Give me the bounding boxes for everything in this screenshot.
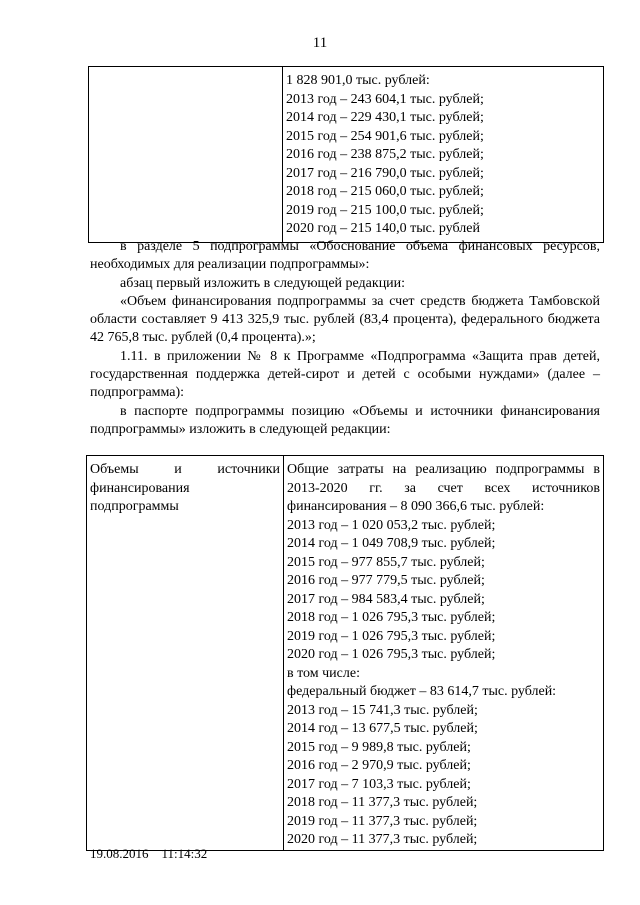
table-line: 2016 год – 977 779,5 тыс. рублей; <box>287 573 485 588</box>
left-cell-line: финансирования <box>90 480 190 496</box>
table-line: 2020 год – 1 026 795,3 тыс. рублей; <box>287 647 496 662</box>
table-line: 2015 год – 254 901,6 тыс. рублей; <box>286 128 484 144</box>
table-line: 2018 год – 11 377,3 тыс. рублей; <box>287 795 478 810</box>
table-line: 2020 год – 215 140,0 тыс. рублей <box>286 221 480 236</box>
table-line: 2013 год – 15 741,3 тыс. рублей; <box>287 702 478 718</box>
funding-table-top <box>88 66 604 243</box>
paragraph: в разделе 5 подпрограммы «Обоснование объема финансовых ресурсов, необходимых для реализации подпрограммы»: <box>90 239 600 273</box>
table-line: 2018 год – 1 026 795,3 тыс. рублей; <box>287 610 496 625</box>
table-line: 1 828 901,0 тыс. рублей: <box>286 73 430 88</box>
table-left-cell <box>87 456 284 851</box>
footer-timestamp <box>90 846 207 862</box>
table-line: федеральный бюджет – 83 614,7 тыс. рублей: <box>287 684 557 699</box>
table-right-cell <box>283 67 604 243</box>
paragraph: 1.11. в приложении № 8 к Программе «Подпрограмма «Защита прав детей, государственная поддержка детей-сирот и детей с особыми нуждами» (далее – подпрограмма): <box>90 348 600 401</box>
table-line: 2019 год – 215 100,0 тыс. рублей; <box>286 202 484 218</box>
body-text <box>90 238 600 439</box>
table-right-cell <box>284 456 604 851</box>
table-line: 2016 год – 2 970,9 тыс. рублей; <box>287 758 471 773</box>
table-left-cell <box>89 67 283 243</box>
paragraph: абзац первый изложить в следующей редакции: <box>120 275 406 291</box>
table-line: 2014 год – 229 430,1 тыс. рублей; <box>286 110 484 125</box>
funding-table-passport <box>86 455 604 851</box>
table-line: в том числе: <box>287 665 360 681</box>
table-line: 2013 год – 243 604,1 тыс. рублей; <box>286 91 484 107</box>
table-intro: Общие затраты на реализацию подпрограммы в 2013-2020 гг. за счет всех источников финансирования – 8 090 366,6 тыс. рублей: <box>287 462 600 514</box>
paragraph: «Объем финансирования подпрограммы за счет средств бюджета Тамбовской области составляет 9 413 325,9 тыс. рублей (83,4 процента), федерального бюджета 42 765,8 тыс. рублей (0,4 процента).»; <box>90 293 600 346</box>
table-line: 2016 год – 238 875,2 тыс. рублей; <box>286 147 484 162</box>
table-line: 2020 год – 11 377,3 тыс. рублей; <box>287 832 478 847</box>
footer-time: 11:14:32 <box>161 846 208 861</box>
table-line: 2019 год – 11 377,3 тыс. рублей; <box>287 813 478 829</box>
table-line: 2017 год – 984 583,4 тыс. рублей; <box>287 591 485 607</box>
table-line: 2015 год – 977 855,7 тыс. рублей; <box>287 554 485 570</box>
left-cell-line: Объемы и источники <box>90 462 280 477</box>
left-cell-line: подпрограммы <box>90 499 179 514</box>
table-line: 2017 год – 7 103,3 тыс. рублей; <box>287 776 471 792</box>
table-line: 2019 год – 1 026 795,3 тыс. рублей; <box>287 628 496 644</box>
table-line: 2014 год – 1 049 708,9 тыс. рублей; <box>287 536 496 551</box>
page-number: 11 <box>312 35 328 51</box>
table-line: 2018 год – 215 060,0 тыс. рублей; <box>286 184 484 199</box>
table-line: 2014 год – 13 677,5 тыс. рублей; <box>287 721 478 736</box>
table-line: 2017 год – 216 790,0 тыс. рублей; <box>286 165 484 181</box>
table-line: 2015 год – 9 989,8 тыс. рублей; <box>287 739 471 755</box>
table-line: 2013 год – 1 020 053,2 тыс. рублей; <box>287 517 496 533</box>
paragraph: в паспорте подпрограммы позицию «Объемы и источники финансирования подпрограммы» изложить в следующей редакции: <box>90 403 600 437</box>
footer-date: 19.08.2016 <box>90 846 149 861</box>
